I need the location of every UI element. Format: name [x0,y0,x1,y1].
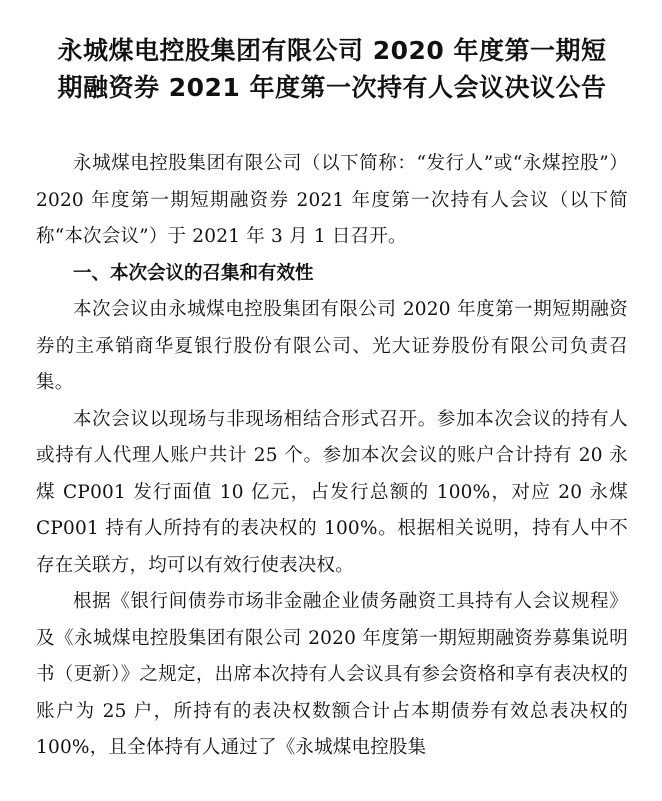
title-line-1: 永城煤电控股集团有限公司 2020 年度第一期短 [57,36,607,65]
page-title [36,32,628,106]
paragraph-attendance: 本次会议以现场与非现场相结合形式召开。参加本次会议的持有人或持有人代理人账户共计 25 个。参加本次会议的账户合计持有 20 永煤 CP001 发行面值 10 亿元，占发行总额的 100%，对应 20 永煤 CP001 持有人所持有的表决权的 100%。根据相关说明，持有人中不存在关联方，均可以有效行使表决权。 [36,408,628,576]
section-1-heading: 一、本次会议的召集和有效性 [73,262,314,284]
paragraph-rules: 根据《银行间债券市场非金融企业债务融资工具持有人会议规程》及《永城煤电控股集团有限公司 2020 年度第一期短期融资券募集说明书（更新）》之规定，出席本次持有人会议具有参会资格和享有表决权的账户为 25 户，所持有的表决权数额合计占本期债券有效总表决权的 100%，且全体持有人通过了《永城煤电控股集 [36,591,628,758]
title-line-2: 期融资券 2021 年度第一次持有人会议决议公告 [57,73,607,102]
intro-paragraph: 永城煤电控股集团有限公司（以下简称：“发行人”或“永煤控股”）2020 年度第一期短期融资券 2021 年度第一次持有人会议（以下简称“本次会议”）于 2021 年 3 月 1 日召开。 [36,153,628,247]
paragraph-convener: 本次会议由永城煤电控股集团有限公司 2020 年度第一期短期融资券的主承销商华夏银行股份有限公司、光大证券股份有限公司负责召集。 [36,299,628,393]
